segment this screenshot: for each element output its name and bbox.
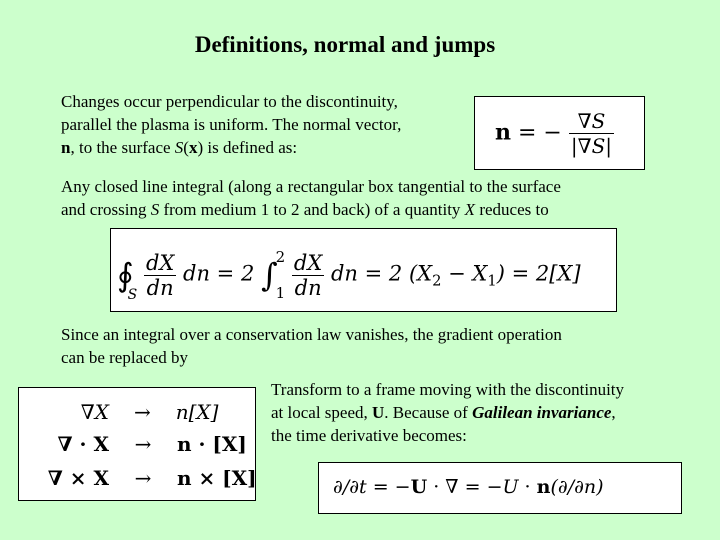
- gradient-s: ∇S: [577, 109, 606, 133]
- minus-x: − X: [441, 261, 488, 286]
- integral-paragraph: [61, 175, 701, 221]
- lower-limit: 1: [275, 284, 286, 302]
- normal-bold: n: [536, 476, 551, 498]
- frame-paragraph: [271, 378, 711, 447]
- text: ,: [611, 403, 616, 422]
- position-symbol: x: [188, 138, 198, 157]
- normal-equation: [495, 109, 614, 158]
- velocity-bold: U: [410, 476, 428, 498]
- dx-dn-fraction-2: [292, 251, 324, 300]
- jump-expression: dn = 2 (X: [324, 261, 433, 286]
- n-jump-x: n[X]: [175, 400, 219, 424]
- partial-t: ∂/∂t = −: [333, 476, 411, 498]
- upper-limit: 2: [275, 248, 286, 266]
- dn-equals: dn = 2: [176, 261, 261, 286]
- contour-integral-sign: ∮: [117, 256, 134, 294]
- time-derivative-equation: [333, 476, 604, 498]
- dx: dX: [145, 250, 175, 275]
- integral-line-1: Any closed line integral (along a rectangular box tangential to the surface: [61, 177, 561, 196]
- frame-line-3: the time derivative becomes:: [271, 426, 467, 445]
- arrow-icon: →: [133, 400, 151, 424]
- conservation-line-2: can be replaced by: [61, 348, 188, 367]
- intro-paragraph: [61, 90, 471, 159]
- conservation-paragraph: [61, 323, 701, 369]
- subscript-2: 2: [432, 272, 442, 290]
- intro-line-2: parallel the plasma is uniform. The normal vector,: [61, 115, 402, 134]
- curl-x: ∇ × X: [47, 466, 109, 490]
- normal-symbol: n: [61, 138, 71, 157]
- gradient-s-magnitude: |∇S|: [570, 134, 613, 158]
- frame-line-1: Transform to a frame moving with the discontinuity: [271, 380, 625, 399]
- jump-result: ) = 2[X]: [496, 261, 581, 286]
- intro-line-3: n, to the surface S(x) is defined as:: [61, 138, 298, 157]
- partial-n: (∂/∂n): [550, 476, 604, 498]
- intro-text-end: is defined as:: [203, 138, 298, 157]
- arrow-icon: →: [134, 432, 152, 456]
- integral-subscript-s: S: [127, 286, 138, 303]
- gradient-x: ∇X: [80, 400, 109, 424]
- integral-equation-box: [110, 228, 617, 312]
- intro-line-1: Changes occur perpendicular to the discontinuity,: [61, 92, 398, 111]
- integral-equation: [117, 239, 581, 311]
- integral-limits: [276, 239, 286, 311]
- eq-n: n: [495, 119, 511, 146]
- normal-equation-box: [474, 96, 645, 170]
- text: reduces to: [475, 200, 549, 219]
- dx-dn-fraction-1: [144, 251, 176, 300]
- dx: dX: [293, 250, 323, 275]
- conservation-line-1: Since an integral over a conservation law vanishes, the gradient operation: [61, 325, 562, 344]
- replacement-equation-box: [18, 387, 256, 501]
- time-derivative-box: [318, 462, 682, 514]
- replacement-row: [37, 466, 257, 490]
- text: from medium 1 to 2 and back) of a quantity: [159, 200, 465, 219]
- text: and crossing: [61, 200, 151, 219]
- divergence-x: ∇ · X: [57, 432, 109, 456]
- galilean-invariance: Galilean invariance: [472, 403, 612, 422]
- page-title: Definitions, normal and jumps: [194, 32, 496, 57]
- speed-u: U: [502, 476, 519, 498]
- text: . Because of: [384, 403, 473, 422]
- replacement-row: [37, 432, 247, 456]
- intro-text: , to the surface: [70, 138, 175, 157]
- subscript-1: 1: [487, 272, 497, 290]
- integral-line-2: [61, 198, 701, 221]
- n-dot-jump-x: n · [X]: [176, 432, 247, 456]
- eq-equals-minus: = −: [518, 120, 562, 146]
- surface-symbol: S: [174, 138, 184, 157]
- frame-line-2: [271, 401, 711, 424]
- n-cross-jump-x: n × [X]: [176, 466, 257, 490]
- quantity-symbol: X: [464, 200, 476, 219]
- velocity-symbol: U: [372, 403, 385, 422]
- dn: dn: [292, 275, 324, 300]
- surface-symbol: S: [150, 200, 160, 219]
- dot-gradient: · ∇ = −: [427, 476, 503, 498]
- dot: ·: [518, 476, 537, 498]
- integral-sign: ∫: [261, 256, 278, 294]
- arrow-icon: →: [134, 466, 152, 490]
- replacement-row: [37, 400, 218, 424]
- dn: dn: [144, 275, 176, 300]
- normal-fraction: [569, 109, 614, 158]
- text: at local speed,: [271, 403, 373, 422]
